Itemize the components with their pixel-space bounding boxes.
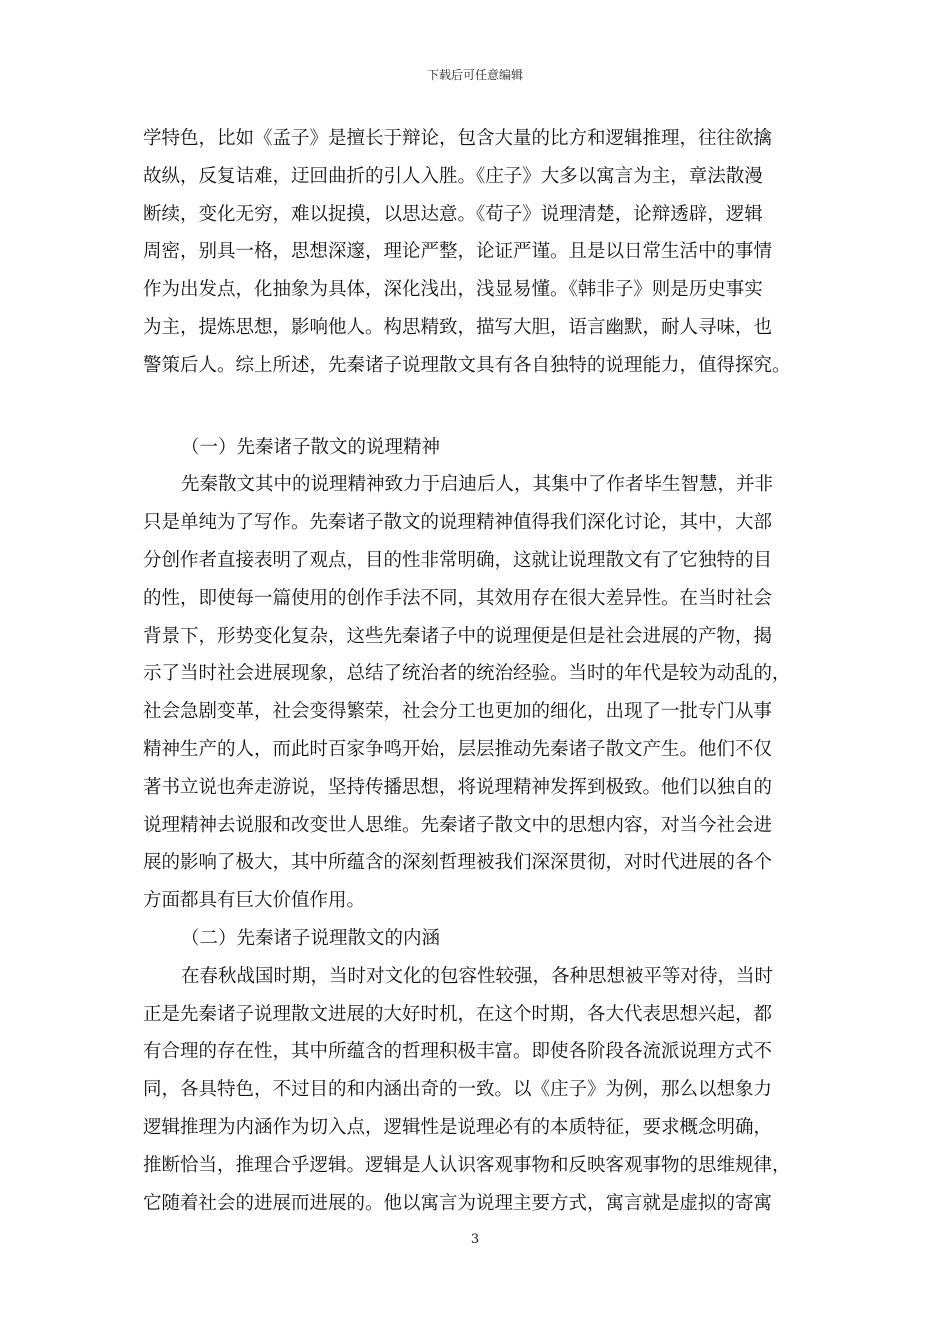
text-line: 推断恰当，推理合乎逻辑。逻辑是人认识客观事物和反映客观事物的思维规律， [143,1154,791,1176]
text-line: 在春秋战国时期，当时对文化的包容性较强，各种思想被平等对待，当时 [181,965,774,987]
text-line: 周密，别具一格，思想深邃，理论严整，论证严谨。且是以日常生活中的事情 [143,241,773,263]
section-heading: （一）先秦诸子散文的说理精神 [181,436,441,458]
text-line: 有合理的存在性，其中所蕴含的哲理积极丰富。即使各阶段各流派说理方式不 [143,1041,773,1063]
text-line: 先秦散文其中的说理精神致力于启迪后人，其集中了作者毕生智慧，并非 [181,474,774,496]
text-line: 背景下，形势变化复杂，这些先秦诸子中的说理便是但是社会进展的产物，揭 [143,625,773,647]
page-number: 3 [470,1232,480,1247]
text-line: 示了当时社会进展现象，总结了统治者的统治经验。当时的年代是较为动乱的， [143,663,791,685]
text-line: 说理精神去说服和改变世人思维。先秦诸子散文中的思想内容，对当今社会进 [143,814,773,836]
section-connotation [143,920,823,1222]
text-line: 社会急剧变革，社会变得繁荣，社会分工也更加的细化，出现了一批专门从事 [143,701,773,723]
text-line: 正是先秦诸子说理散文进展的大好时机，在这个时期，各大代表思想兴起，都 [143,1003,773,1025]
text-line: 分创作者直接表明了观点，目的性非常明确，这就让说理散文有了它独特的目 [143,549,773,571]
text-line: 只是单纯为了写作。先秦诸子散文的说理精神值得我们深化讨论，其中，大部 [143,512,773,534]
paragraph-continuation [143,120,823,385]
text-line: 故纵，反复诘难，迂回曲折的引人入胜。《庄子》大多以寓言为主，章法散漫 [143,165,763,187]
text-line: 作为出发点，化抽象为具体，深化浅出，浅显易懂。《韩非子》则是历史事实 [143,279,763,301]
text-line: 同，各具特色，不过目的和内涵出奇的一致。以《庄子》为例，那么以想象力 [143,1079,773,1101]
text-line: 为主，提炼思想，影响他人。构思精致，描写大胆，语言幽默，耐人寻味，也 [143,316,773,338]
page-header: 下载后可任意编辑 [426,68,523,82]
text-line: 方面都具有巨大价值作用。 [143,890,366,912]
section-heading: （二）先秦诸子说理散文的内涵 [181,927,441,949]
text-line: 著书立说也奔走游说，坚持传播思想，将说理精神发挥到极致。他们以独自的 [143,776,773,798]
section-spirit [143,429,823,920]
text-line: 的性，即使每一篇使用的创作手法不同，其效用存在很大差异性。在当时社会 [143,587,773,609]
text-line: 精神生产的人，而此时百家争鸣开始，层层推动先秦诸子散文产生。他们不仅 [143,738,773,760]
text-line: 学特色，比如《孟子》是擅长于辩论，包含大量的比方和逻辑推理，往往欲擒 [143,128,773,149]
text-line: 警策后人。综上所述，先秦诸子说理散文具有各自独特的说理能力，值得探究。 [143,354,791,376]
text-line: 断续，变化无穷，难以捉摸，以思达意。《荀子》说理清楚，论辩透辟，逻辑 [143,203,763,225]
text-line: 展的影响了极大，其中所蕴含的深刻哲理被我们深深贯彻，对时代进展的各个 [143,852,773,874]
document-body [143,120,823,1222]
text-line: 逻辑推理为内涵作为切入点，逻辑性是说理必有的本质特征，要求概念明确， [143,1116,773,1138]
text-line: 它随着社会的进展而进展的。他以寓言为说理主要方式，寓言就是虚拟的寄寓 [143,1192,773,1214]
